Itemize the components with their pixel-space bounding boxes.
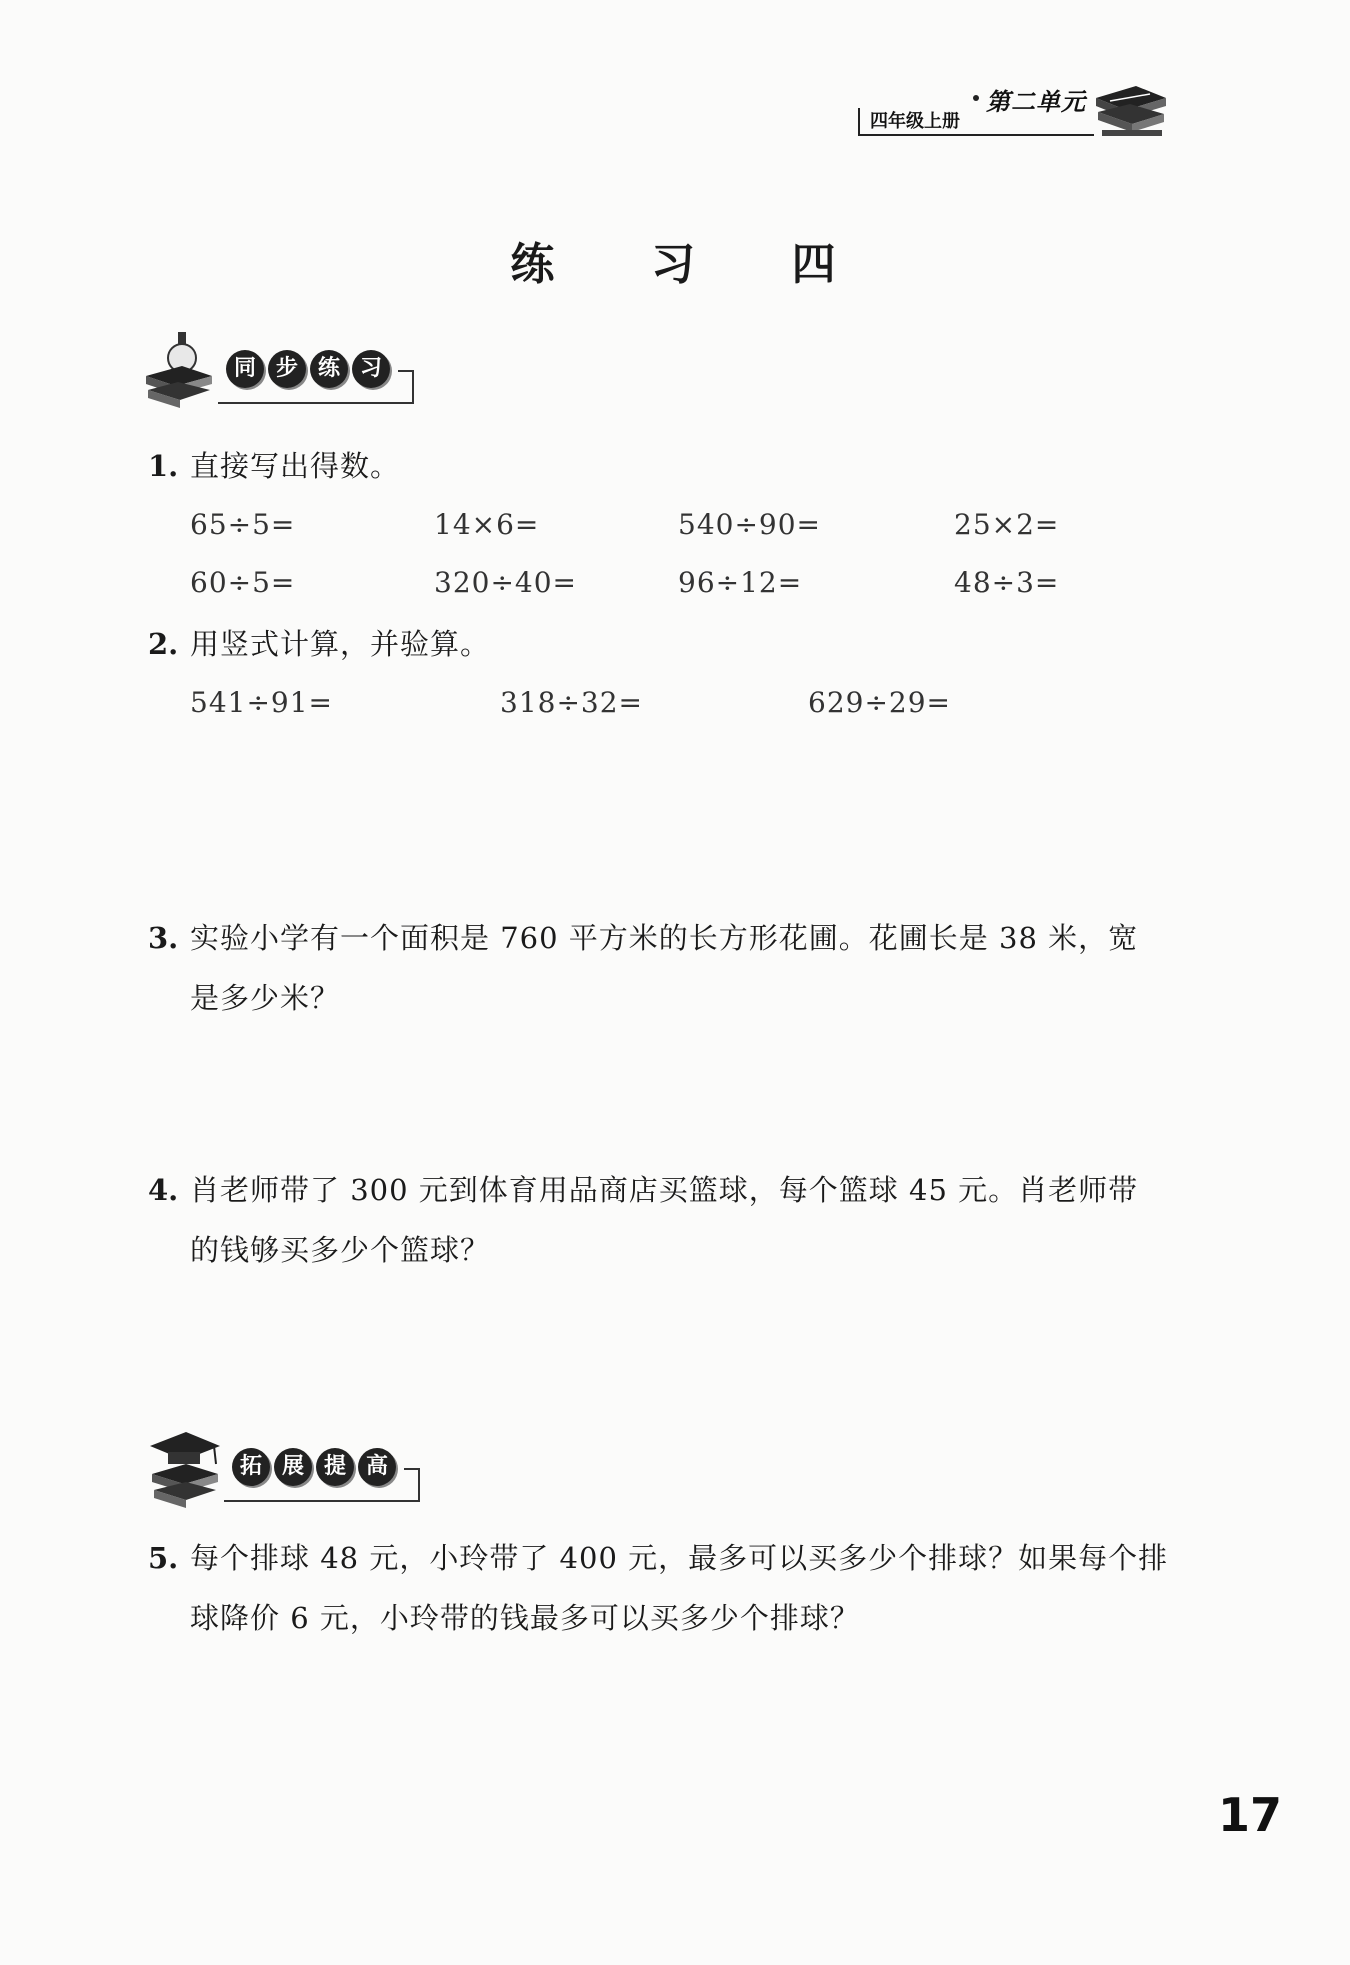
title-char-1: 练 — [510, 239, 559, 290]
badge-char: 步 — [268, 350, 306, 388]
badge-char: 拓 — [232, 1448, 270, 1486]
badge-bracket-top — [404, 1468, 420, 1470]
question-3 — [148, 908, 1138, 968]
badge-chars-practice — [226, 350, 390, 388]
badge-bracket — [418, 1468, 420, 1502]
q2-expr: 629÷29= — [808, 686, 951, 719]
q2-expr: 318÷32= — [500, 686, 643, 719]
books-lamp-icon — [142, 330, 214, 412]
question-text: 肖老师带了 300 元到体育用品商店买篮球，每个篮球 45 元。肖老师带 — [190, 1173, 1139, 1207]
badge-bracket — [412, 370, 414, 404]
question-text: 直接写出得数。 — [190, 449, 401, 483]
badge-underline — [224, 1500, 420, 1502]
badge-char: 同 — [226, 350, 264, 388]
badge-underline — [218, 402, 414, 404]
q1-expr: 540÷90= — [678, 508, 821, 541]
section-badge-extension — [146, 1428, 426, 1514]
question-5 — [148, 1528, 1168, 1588]
question-text: 每个排球 48 元，小玲带了 400 元，最多可以买多少个排球？如果每个排 — [190, 1541, 1169, 1575]
badge-char: 提 — [316, 1448, 354, 1486]
page-number: 17 — [1218, 1788, 1283, 1842]
q1-expr: 65÷5= — [190, 508, 296, 541]
question-5-line2: 球降价 6 元，小玲带的钱最多可以买多少个排球？ — [190, 1601, 860, 1635]
badge-char: 高 — [358, 1448, 396, 1486]
question-number: 3. — [148, 921, 179, 955]
question-number: 4. — [148, 1173, 179, 1207]
graduation-cap-icon — [146, 1428, 222, 1514]
q1-expr: 60÷5= — [190, 566, 296, 599]
badge-char: 展 — [274, 1448, 312, 1486]
badge-bracket-top — [398, 370, 414, 372]
question-text: 实验小学有一个面积是 760 平方米的长方形花圃。花圃长是 38 米，宽 — [190, 921, 1139, 955]
question-2 — [148, 614, 490, 674]
q1-expr: 14×6= — [434, 508, 540, 541]
books-icon — [1090, 78, 1170, 148]
page-title — [0, 228, 1350, 292]
header-dot — [973, 95, 979, 101]
question-number: 5. — [148, 1541, 179, 1575]
question-number: 1. — [148, 449, 179, 483]
question-4 — [148, 1160, 1138, 1220]
badge-chars-extension — [232, 1448, 396, 1486]
question-text: 用竖式计算，并验算。 — [190, 627, 491, 661]
grade-label: 四年级上册 — [858, 108, 978, 136]
question-number: 2. — [148, 627, 179, 661]
q1-expr: 320÷40= — [434, 566, 577, 599]
badge-char: 习 — [352, 350, 390, 388]
q1-expr: 25×2= — [954, 508, 1060, 541]
question-3-line2: 是多少米？ — [190, 981, 341, 1015]
q1-expr: 48÷3= — [954, 566, 1060, 599]
question-1 — [148, 436, 400, 496]
title-char-2: 习 — [651, 239, 699, 290]
section-badge-practice — [142, 330, 422, 410]
title-char-3: 四 — [791, 239, 840, 290]
header-rule — [978, 134, 1094, 136]
page-header — [846, 78, 1186, 148]
badge-char: 练 — [310, 350, 348, 388]
unit-label: 第二单元 — [986, 88, 1086, 116]
q1-expr: 96÷12= — [678, 566, 803, 599]
q2-expr: 541÷91= — [190, 686, 333, 719]
question-4-line2: 的钱够买多少个篮球？ — [190, 1233, 491, 1267]
